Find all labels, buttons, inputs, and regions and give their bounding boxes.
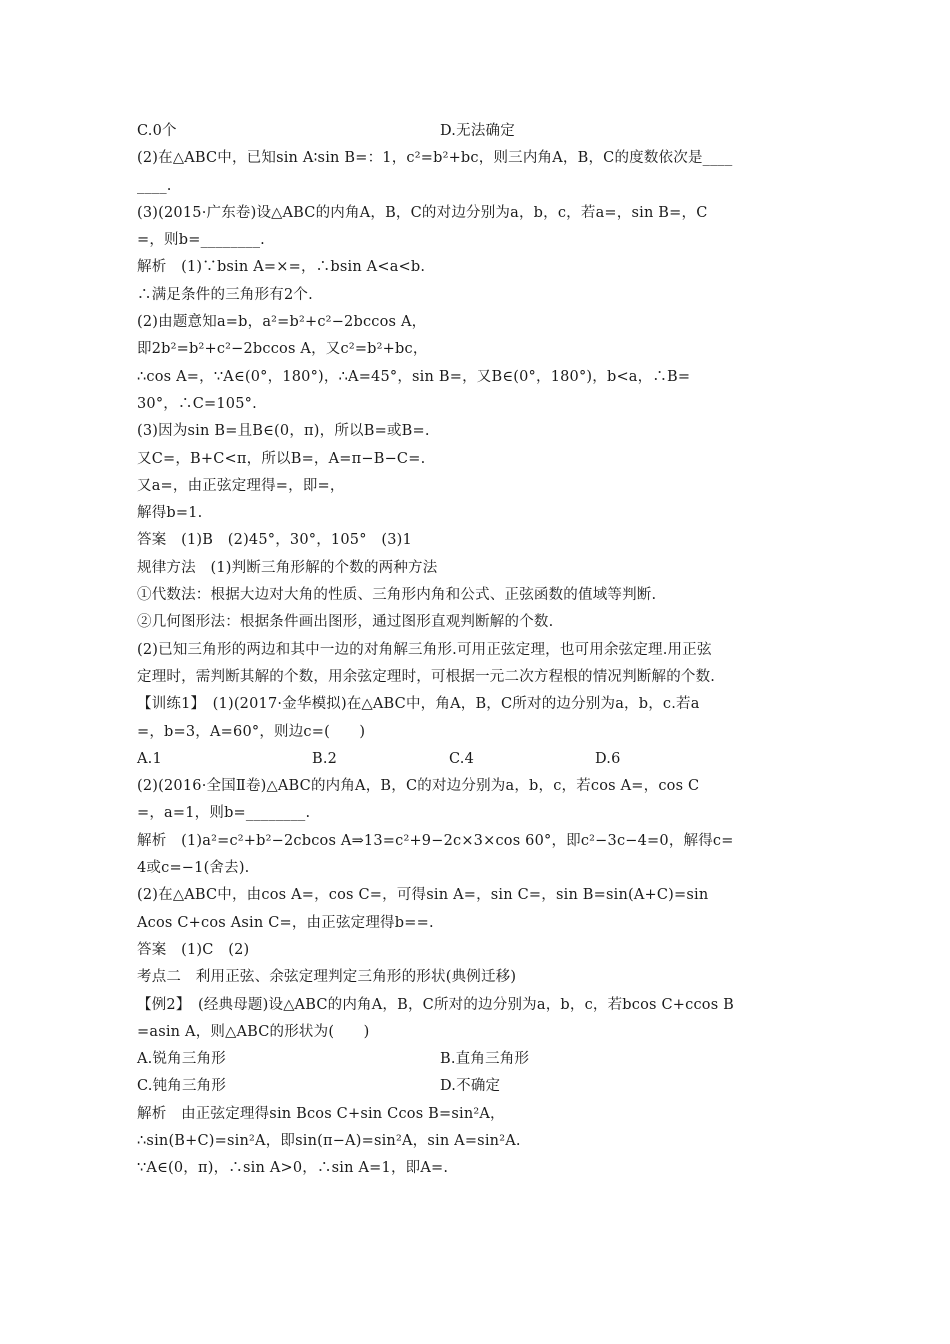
answer-options-row [137, 118, 817, 145]
text-line: 解析 (1)a²=c²+b²−2cbcos A⇒13=c²+9−2c×3×cos 60°，即c²−3c−4=0，解得c= [137, 832, 734, 849]
answer-option: A.锐角三角形 [137, 1051, 226, 1068]
text-line: 又a=，由正弦定理得=，即=， [137, 477, 345, 494]
text-line: ①代数法：根据大边对大角的性质、三角形内角和公式、正弦函数的值域等判断. [137, 587, 657, 604]
answer-option: B.2 [312, 750, 338, 767]
text-line: 定理时，需判断其解的个数，用余弦定理时，可根据一元二次方程根的情况判断解的个数. [137, 668, 716, 685]
text-line: (3)因为sin B=且B∈(0，π)，所以B=或B=. [137, 423, 430, 440]
answer-option: C.0个 [137, 123, 177, 139]
answer-option: C.钝角三角形 [137, 1078, 227, 1095]
text-line: (2)在△ABC中，已知sin A∶sin B=：1，c²=b²+bc，则三内角A，B，C的度数依次是____ [137, 150, 733, 167]
answer-option: B.直角三角形 [440, 1051, 530, 1068]
text-line: 规律方法 (1)判断三角形解的个数的两种方法 [137, 559, 438, 576]
text-line: (2)在△ABC中，由cos A=，cos C=，可得sin A=，sin C=，sin B=sin(A+C)=sin [137, 887, 709, 904]
answer-options-row [137, 746, 817, 773]
text-line: Acos C+cos Asin C=，由正弦定理得b==. [137, 914, 434, 931]
text-line: =，b=3，A=60°，则边c=( ) [137, 723, 366, 740]
text-line: (2)(2016·全国Ⅱ卷)△ABC的内角A，B，C的对边分别为a，b，c，若cos A=，cos C [137, 778, 700, 795]
text-line: 解析 (1)∵bsin A=×=，∴bsin A<a<b. [137, 259, 426, 276]
text-line: 答案 (1)B (2)45°，30°，105° (3)1 [137, 532, 412, 549]
answer-option: D.无法确定 [440, 123, 515, 139]
text-line: ∴sin(B+C)=sin²A，即sin(π−A)=sin²A，sin A=sin²A. [137, 1132, 521, 1149]
text-line: 【例2】 (经典母题)设△ABC的内角A，B，C所对的边分别为a，b，c，若bcos C+ccos B [137, 996, 735, 1013]
text-line: ∵A∈(0，π)，∴sin A>0，∴sin A=1，即A=. [137, 1160, 449, 1177]
text-line: 【训练1】 (1)(2017·金华模拟)在△ABC中，角A，B，C所对的边分别为a，b，c.若a [137, 696, 700, 713]
text-line: 30°，∴C=105°. [137, 395, 257, 412]
text-line: ∴满足条件的三角形有2个. [137, 286, 313, 303]
text-line: =，a=1，则b=________. [137, 805, 311, 822]
answer-option: D.不确定 [440, 1078, 501, 1095]
text-line: 4或c=−1(舍去). [137, 860, 250, 877]
answer-option: D.6 [595, 750, 621, 767]
text-line: ②几何图形法：根据条件画出图形，通过图形直观判断解的个数. [137, 614, 554, 631]
text-line: 又C=，B+C<π，所以B=，A=π−B−C=. [137, 450, 426, 467]
answer-option: A.1 [137, 750, 162, 767]
text-line: 考点二 利用正弦、余弦定理判定三角形的形状(典例迁移) [137, 969, 517, 986]
text-line: 解得b=1. [137, 505, 203, 522]
text-line: ∴cos A=，∵A∈(0°，180°)，∴A=45°，sin B=，又B∈(0°，180°)，b<a，∴B= [137, 368, 691, 385]
text-line: ____. [137, 177, 172, 194]
text-line: (2)已知三角形的两边和其中一边的对角解三角形.可用正弦定理，也可用余弦定理.用正弦 [137, 641, 712, 658]
text-line: =asin A，则△ABC的形状为( ) [137, 1023, 370, 1040]
answer-options-row [137, 1046, 817, 1073]
text-line: 答案 (1)C (2) [137, 941, 250, 958]
answer-options-row [137, 1073, 817, 1100]
text-line: (3)(2015·广东卷)设△ABC的内角A，B，C的对边分别为a，b，c，若a=，sin B=，C [137, 204, 708, 221]
text-line: (2)由题意知a=b，a²=b²+c²−2bccos A， [137, 314, 427, 331]
text-line: 解析 由正弦定理得sin Bcos C+sin Ccos B=sin²A， [137, 1105, 505, 1122]
text-line: 即2b²=b²+c²−2bccos A，又c²=b²+bc， [137, 341, 428, 358]
text-line: =，则b=________. [137, 232, 265, 249]
document-page [137, 118, 817, 1183]
answer-option: C.4 [449, 750, 475, 767]
